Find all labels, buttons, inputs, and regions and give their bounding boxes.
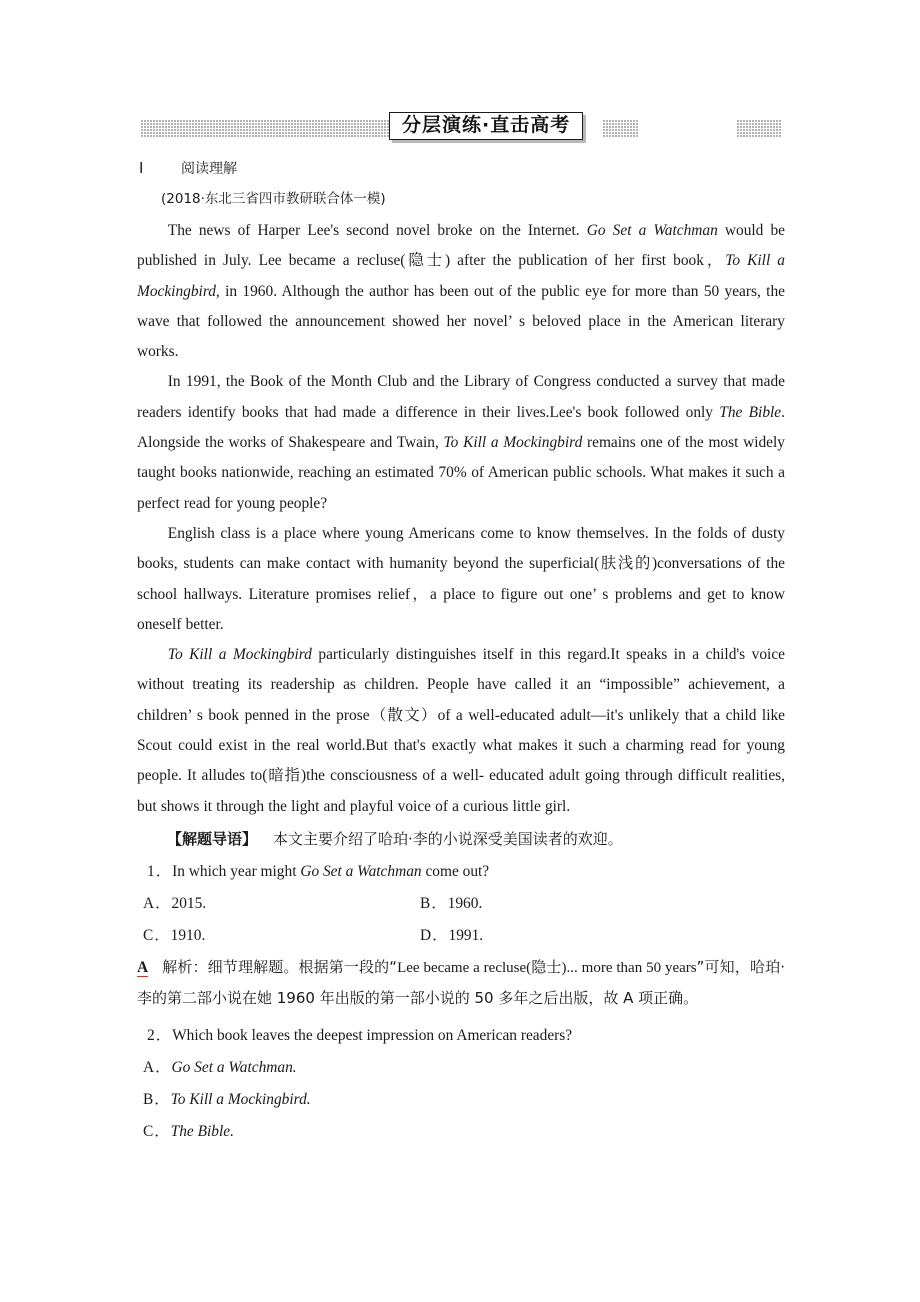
- question-2-number: 2．: [147, 1026, 173, 1044]
- explanation-quote: Lee became a recluse(隐士).: [397, 959, 571, 976]
- run-title-italic: The Bible: [719, 403, 782, 421]
- run-title-italic: To Kill a Mockingbird: [443, 434, 583, 452]
- page-banner: [137, 112, 785, 148]
- option-b-text: To Kill a Mockingbird.: [170, 1090, 311, 1108]
- decor-dotted-band-mid: [603, 120, 639, 138]
- guide-line: [137, 824, 785, 854]
- option-c-text: 1910.: [170, 926, 206, 944]
- question-1-explanation: [137, 952, 785, 1014]
- option-d[interactable]: [420, 920, 483, 952]
- run-title-italic: Go Set a Watchman: [300, 862, 422, 880]
- option-b[interactable]: [420, 888, 482, 920]
- option-c[interactable]: [143, 920, 205, 952]
- option-b-text: 1960.: [447, 894, 483, 912]
- run-text: English class is a place where young Americans come to know themselves. In the folds of dusty books, students can make contact with humanity beyond the superficial(肤浅的)conversations of the school hallways. Literature promises relief，a place to figure out one’ s problems and get to know oneself better.: [137, 524, 785, 633]
- passage-paragraph-2: [137, 367, 785, 518]
- question-1-number: 1．: [147, 862, 173, 880]
- run-text: would be published in July. Lee became a recluse(隐士) after the publication of her first book，: [137, 222, 785, 270]
- question-2-stem: [137, 1020, 785, 1052]
- question-1-options-row-2: [137, 920, 785, 952]
- run-text: come out?: [421, 862, 490, 880]
- banner-title: 分层演练·直击高考: [402, 114, 571, 136]
- run-text: In which year might: [172, 862, 301, 880]
- option-a-text: 2015.: [171, 894, 207, 912]
- question-2-option-a[interactable]: [137, 1052, 785, 1084]
- section-label: 阅读理解: [181, 161, 237, 177]
- content-flow: [137, 186, 785, 1148]
- option-b-key: B．: [143, 1090, 171, 1108]
- question-1-options-row-1: [137, 888, 785, 920]
- run-text: particularly distinguishes itself in this regard.It speaks in a child's voice without treating its readership as children. People have called it an “impossible” achievement, a children’ s book penned in the prose（散文）of a well-educated adult—it's unlikely that a child like Scout could exist in the real world.But that's exactly what makes it such a charming read for young people. It alludes to(暗指)the consciousness of a well- educated adult going through difficult realities, but shows it through the light and playful voice of a curious little girl.: [137, 646, 785, 815]
- passage-paragraph-1: [137, 216, 785, 367]
- worksheet-page: [137, 0, 785, 1302]
- option-d-key: D．: [420, 926, 449, 944]
- source-line: (2018·东北三省四市教研联合体一模): [161, 191, 386, 207]
- question-2-option-c[interactable]: [137, 1116, 785, 1148]
- run-text: In 1991, the Book of the Month Club and the Library of Congress conducted a survey that made readers identify books that had made a difference in their lives.Lee's book followed only: [137, 373, 785, 421]
- answer-key-badge: A: [137, 958, 149, 976]
- option-c-key: C．: [143, 926, 171, 944]
- explanation-run-tail: ”可知，哈珀·李的第二部小说在她 1960 年出版的第一部小说的 50 多年之后出版，故 A 项正确。: [137, 957, 785, 1008]
- run-title-italic: To Kill a Mockingbird: [167, 646, 312, 664]
- run-title-italic: To Kill a Mockingbird,: [137, 252, 785, 300]
- run-text: . Alongside the works of Shakespeare and Twain,: [137, 403, 785, 452]
- option-a-text: Go Set a Watchman.: [171, 1058, 297, 1076]
- option-b-key: B．: [420, 894, 448, 912]
- explanation-quote-cont: .. more than 50 years: [570, 959, 697, 976]
- section-heading: [139, 158, 237, 178]
- run-text: remains one of the most widely taught books nationwide, reaching an estimated 70% of American public schools. What makes it such a perfect read for young people?: [137, 434, 785, 512]
- passage-paragraph-3: [137, 519, 785, 640]
- option-d-text: 1991.: [448, 926, 484, 944]
- option-c-key: C．: [143, 1122, 171, 1140]
- question-2-option-b[interactable]: [137, 1084, 785, 1116]
- guide-text: 本文主要介绍了哈珀·李的小说深受美国读者的欢迎。: [273, 829, 623, 848]
- passage-paragraph-4: [137, 640, 785, 822]
- banner-title-box: [389, 112, 583, 140]
- run-text: in 1960. Although the author has been out of the public eye for more than 50 years, the wave that followed the announcement showed her novel’ s beloved place in the American literary works.: [137, 282, 785, 361]
- section-number: Ⅰ: [139, 161, 144, 177]
- explanation-run: 解析：细节理解题。根据第一段的“: [162, 957, 398, 976]
- decor-dotted-square-right: [737, 120, 781, 138]
- run-title-italic: Go Set a Watchman: [586, 222, 718, 239]
- run-text: The news of Harper Lee's second novel broke on the Internet.: [167, 222, 587, 239]
- guide-label: 【解题导语】: [167, 829, 258, 848]
- option-a-key: A．: [143, 1058, 172, 1076]
- question-1-stem: [137, 856, 785, 888]
- option-a[interactable]: [143, 888, 206, 920]
- run-text: Which book leaves the deepest impression on American readers?: [172, 1026, 573, 1044]
- option-c-text: The Bible.: [170, 1122, 234, 1140]
- option-a-key: A．: [143, 894, 172, 912]
- decor-dotted-band-left: [141, 120, 391, 138]
